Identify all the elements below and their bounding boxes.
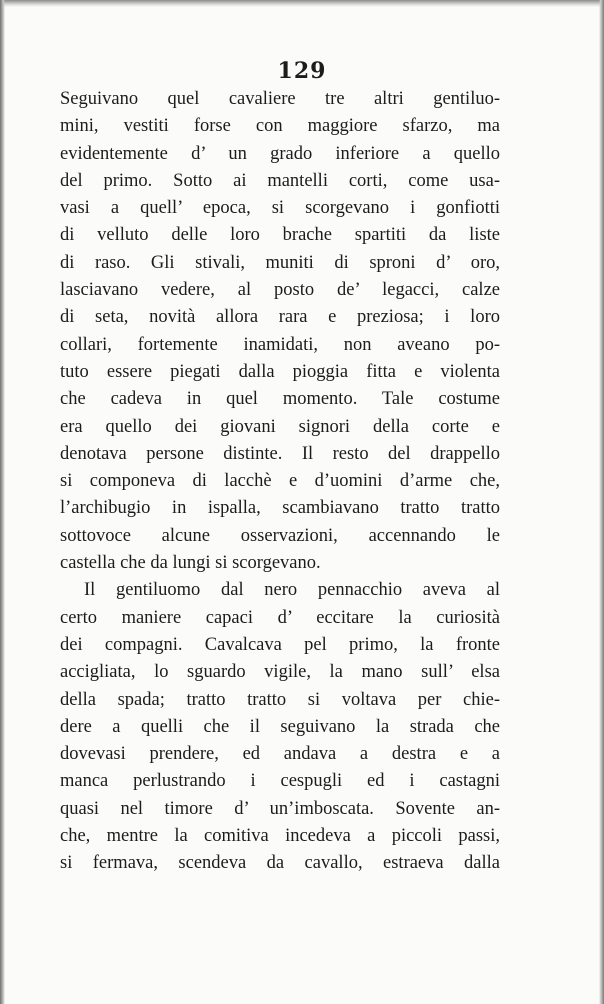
- text-line: di seta, novità allora rara e preziosa; i loro: [60, 307, 500, 328]
- text-line: certo maniere capaci d’ eccitare la curiosità: [60, 607, 500, 628]
- text-line: vasi a quell’ epoca, si scorgevano i gonfiotti: [60, 198, 500, 219]
- text-line: di raso. Gli stivali, muniti di sproni d’ oro,: [60, 252, 500, 273]
- page-top-edge: [0, 0, 604, 7]
- text-line: era quello dei giovani signori della corte e: [60, 416, 500, 437]
- text-line: dei compagni. Cavalcava pel primo, la fronte: [60, 634, 500, 655]
- page-left-edge: [0, 0, 5, 1004]
- page-right-edge: [599, 0, 604, 1004]
- text-body: [60, 86, 500, 878]
- text-line: di velluto delle loro brache spartiti da liste: [60, 225, 500, 246]
- text-line: dovevasi prendere, ed andava a destra e a: [60, 744, 500, 765]
- paragraph-1: [60, 86, 500, 577]
- page-number: 129: [277, 58, 327, 84]
- text-line: sottovoce alcune osservazioni, accennando le: [60, 525, 500, 546]
- text-line: dere a quelli che il seguivano la strada che: [60, 716, 500, 737]
- text-line: che cadeva in quel momento. Tale costume: [60, 389, 500, 410]
- text-line: accigliata, lo sguardo vigile, la mano sull’ elsa: [60, 662, 500, 683]
- text-line: collari, fortemente inamidati, non aveano po-: [60, 334, 500, 355]
- text-line: si componeva di lacchè e d’uomini d’arme che,: [60, 471, 500, 492]
- text-line: lasciavano vedere, al posto de’ legacci, calze: [60, 280, 500, 301]
- text-line: della spada; tratto tratto si voltava per chie-: [60, 689, 500, 710]
- text-line: l’archibugio in ispalla, scambiavano tratto tratto: [60, 498, 500, 519]
- text-line: quasi nel timore d’ un’imboscata. Sovente an-: [60, 798, 500, 819]
- text-line: Il gentiluomo dal nero pennacchio aveva al: [84, 580, 500, 601]
- text-line: mini, vestiti forse con maggiore sfarzo, ma: [60, 116, 500, 137]
- text-line: del primo. Sotto ai mantelli corti, come usa-: [60, 170, 500, 191]
- text-line: manca perlustrando i cespugli ed i castagni: [60, 771, 500, 792]
- text-line: che, mentre la comitiva incedeva a piccoli passi,: [60, 826, 500, 847]
- text-line: tuto essere piegati dalla pioggia fitta e violenta: [60, 361, 500, 382]
- text-line: si fermava, scendeva da cavallo, estraeva dalla: [60, 853, 500, 874]
- paragraph-2: [60, 577, 500, 877]
- text-line: castella che da lungi si scorgevano.: [60, 553, 321, 574]
- text-line: denotava persone distinte. Il resto del drappello: [60, 443, 500, 464]
- text-line: evidentemente d’ un grado inferiore a quello: [60, 143, 500, 164]
- text-line: Seguivano quel cavaliere tre altri gentiluo-: [60, 89, 500, 109]
